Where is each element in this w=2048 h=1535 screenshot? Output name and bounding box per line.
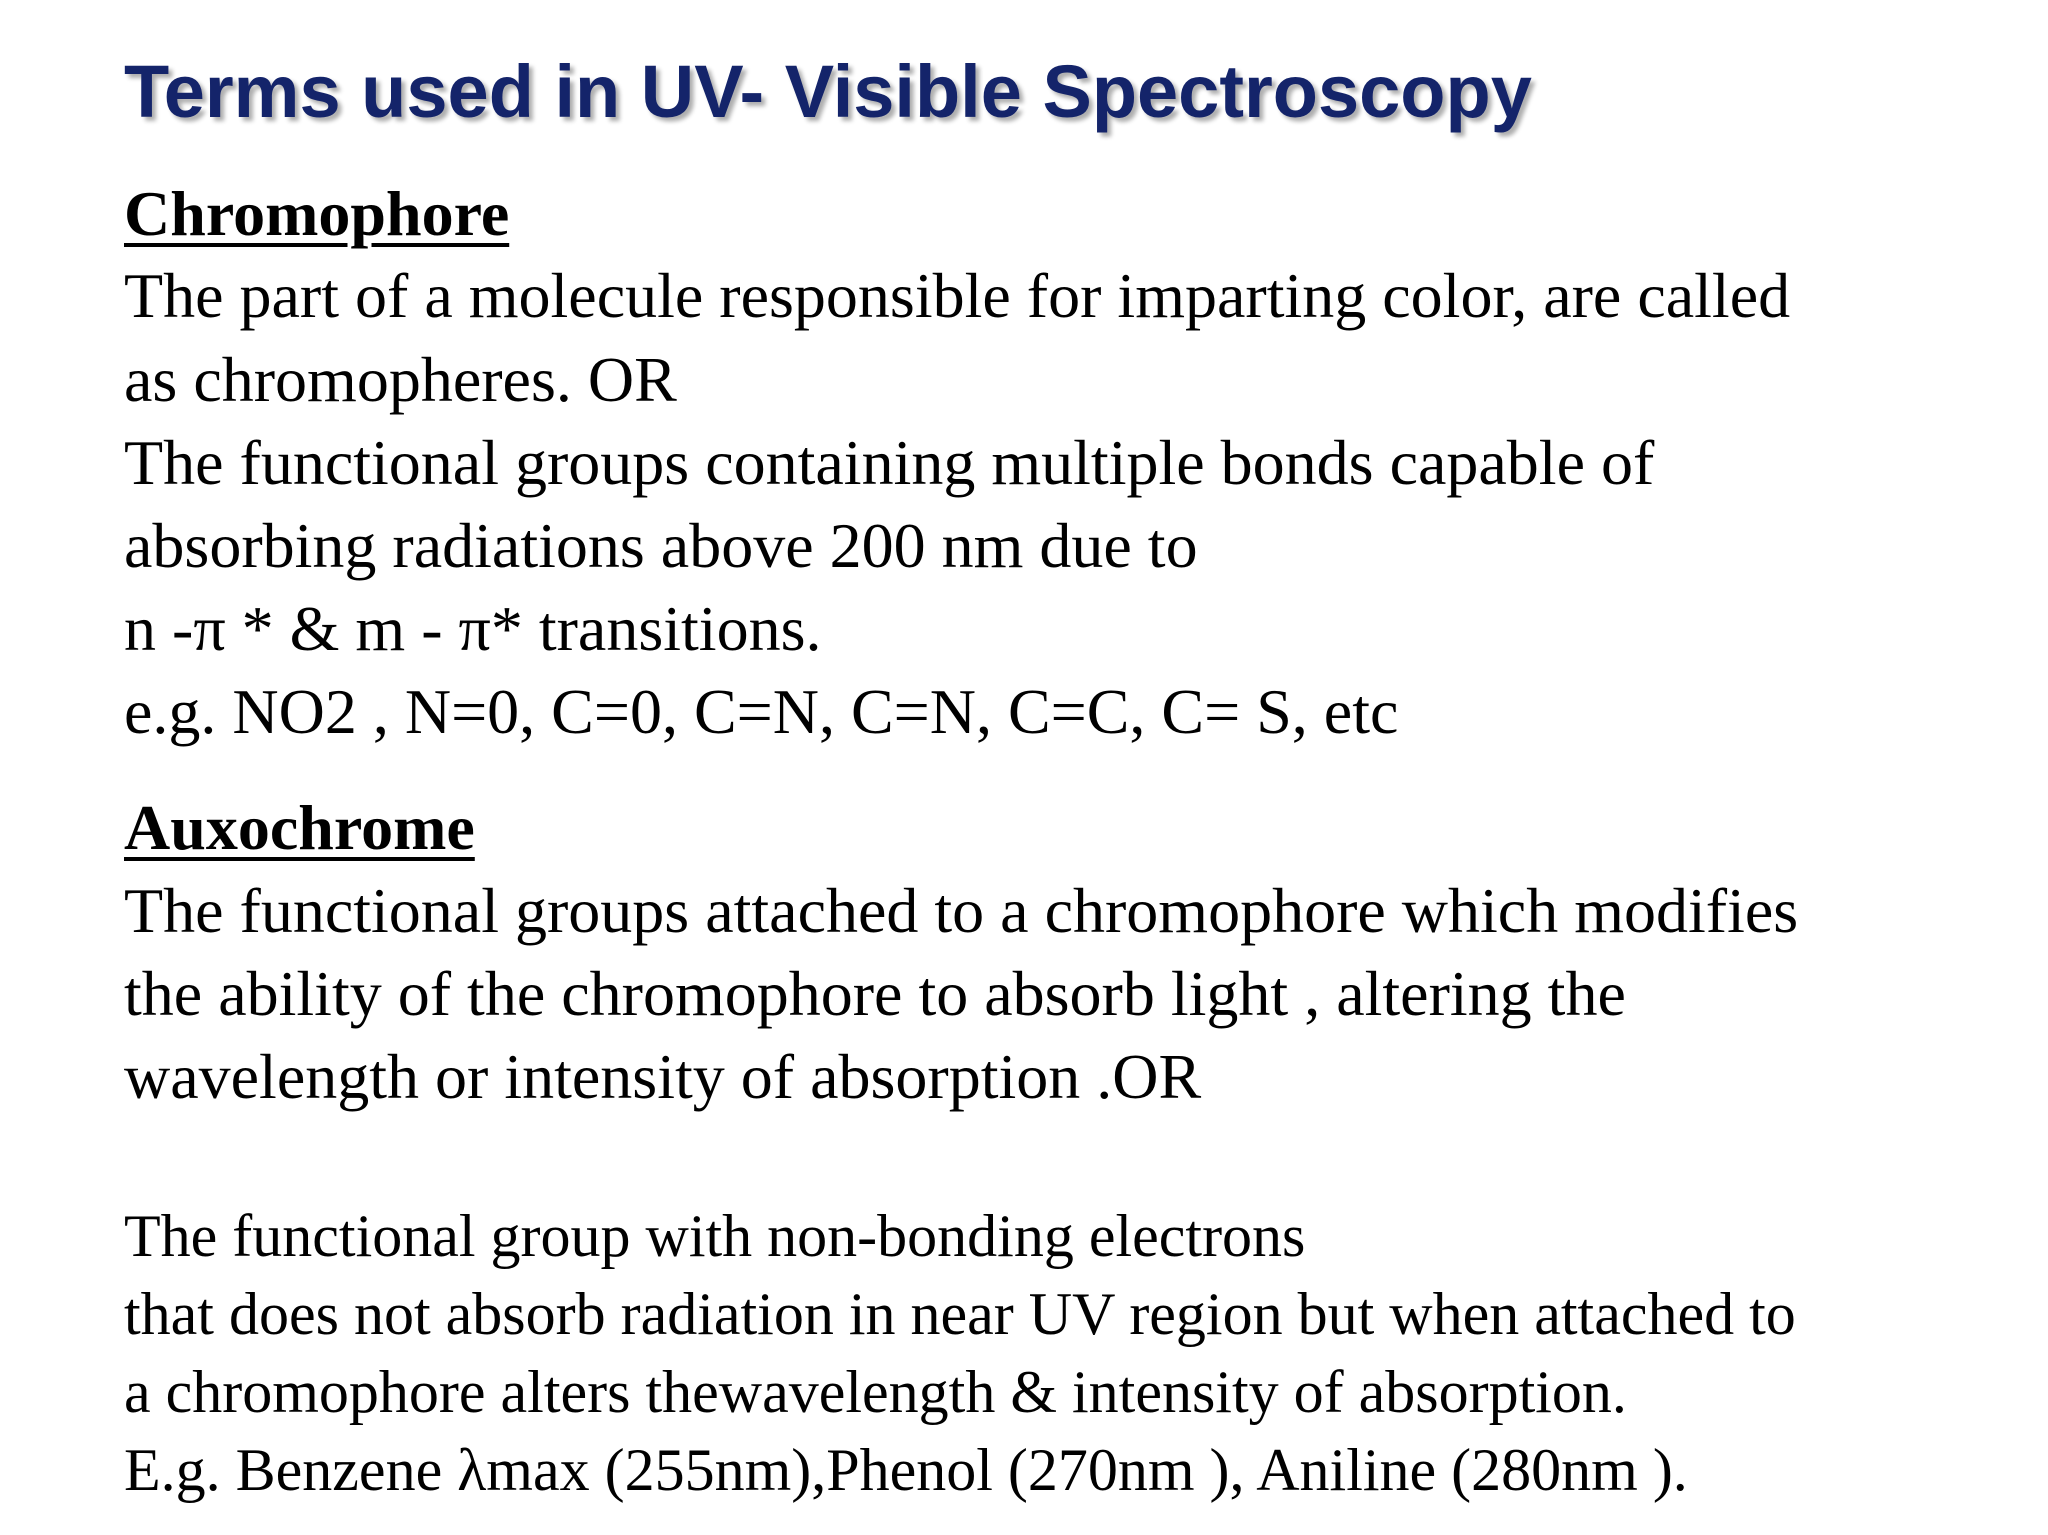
auxochrome-examples-line: E.g. Benzene λmax (255nm),Phenol (270nm ), Aniline (280nm ).: [124, 1437, 1688, 1503]
slide-title: Terms used in UV- Visible Spectroscopy: [124, 50, 1532, 133]
auxochrome-alt-line-2: that does not absorb radiation in near UV region but when attached to: [124, 1281, 1796, 1347]
chromophore-line-4: absorbing radiations above 200 nm due to: [124, 510, 1198, 581]
auxochrome-alt-line-3: a chromophore alters thewavelength & intensity of absorption.: [124, 1359, 1627, 1425]
auxochrome-heading: Auxochrome: [124, 792, 475, 863]
auxochrome-alt-line-1: The functional group with non-bonding electrons: [124, 1203, 1306, 1269]
chromophore-examples-line: e.g. NO2 , N=0, C=0, C=N, C=N, C=C, C= S, etc: [124, 676, 1399, 747]
chromophore-transitions-line: n -π * & m - π* transitions.: [124, 593, 822, 664]
chromophore-line-1: The part of a molecule responsible for imparting color, are called: [124, 260, 1791, 331]
auxochrome-line-3: wavelength or intensity of absorption .OR: [124, 1041, 1202, 1112]
chromophore-heading: Chromophore: [124, 178, 510, 249]
auxochrome-line-2: the ability of the chromophore to absorb light , altering the: [124, 958, 1626, 1029]
chromophore-line-3: The functional groups containing multiple bonds capable of: [124, 427, 1655, 498]
auxochrome-line-1: The functional groups attached to a chromophore which modifies: [124, 875, 1799, 946]
chromophore-line-2: as chromopheres. OR: [124, 344, 677, 415]
